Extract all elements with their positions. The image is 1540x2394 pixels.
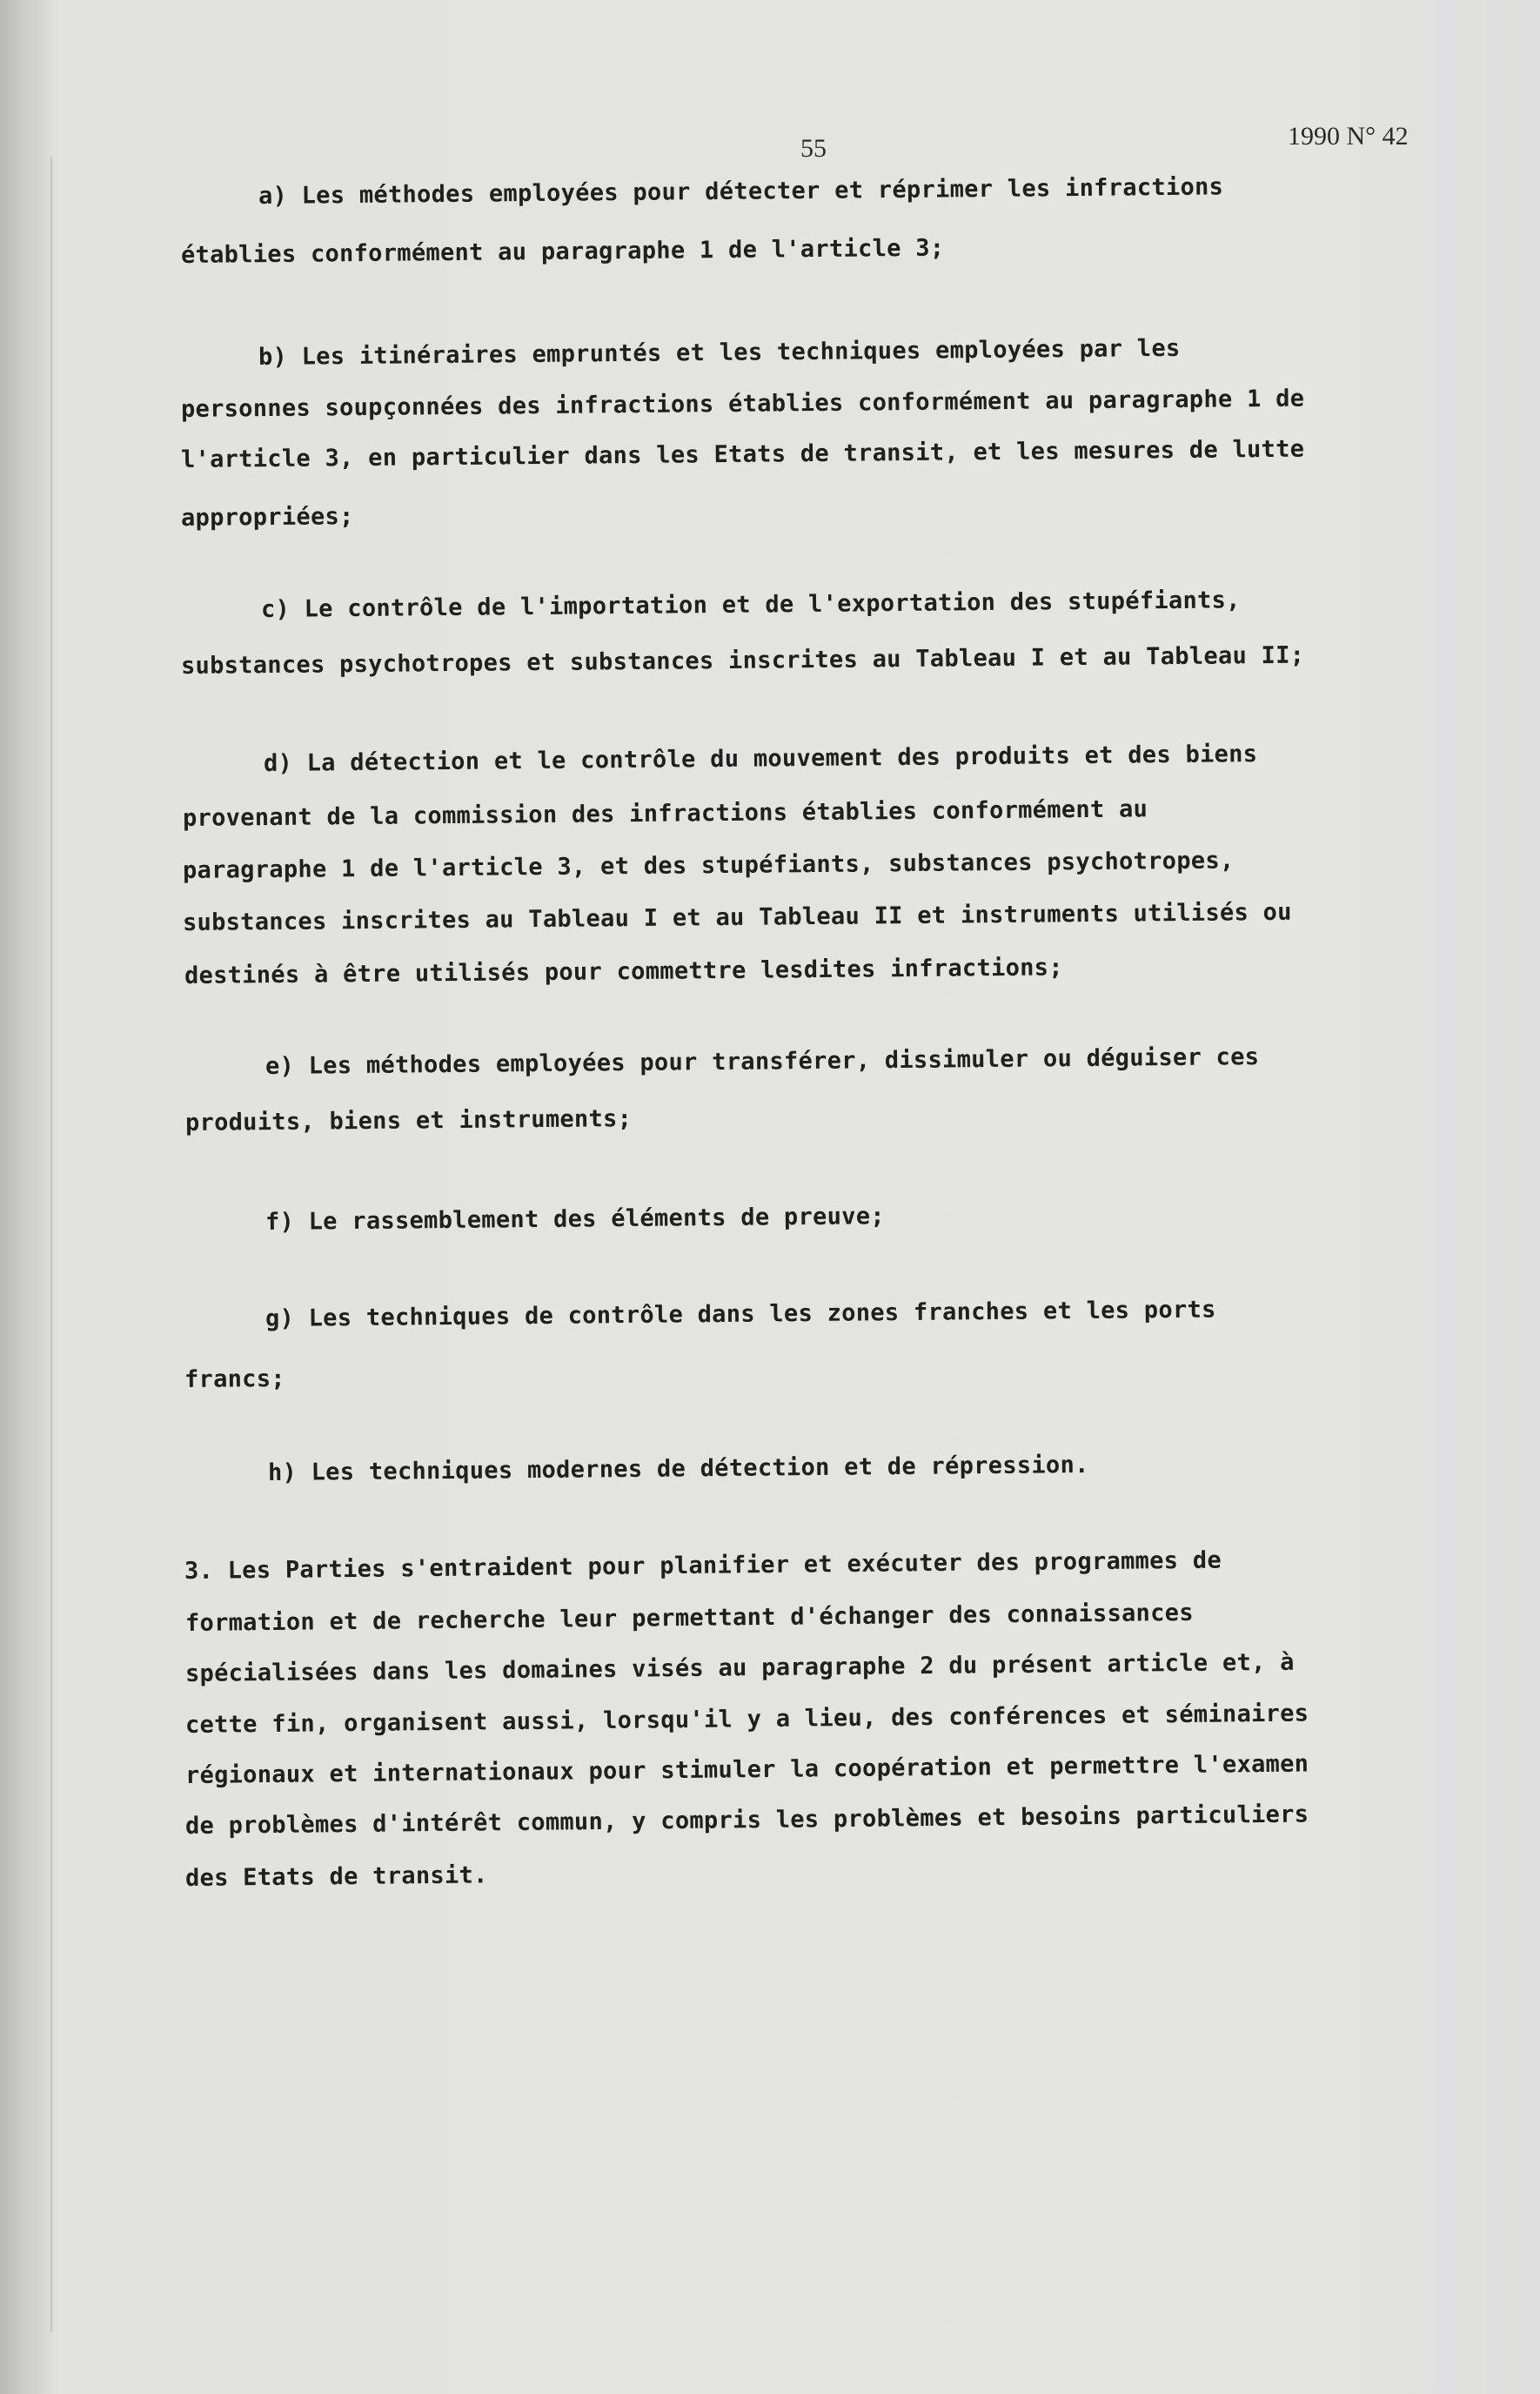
text-line: de problèmes d'intérêt commun, y compris les problèmes et besoins particuliers [184,1801,1309,1840]
text-line: paragraphe 1 de l'article 3, et des stupéfiants, substances psychotropes, [182,847,1235,884]
page-number: 55 [800,134,827,163]
text-line: francs; [184,1365,286,1393]
text-line: a) Les méthodes employées pour détecter et réprimer les infractions [258,173,1224,210]
text-line: b) Les itinéraires empruntés et les techniques employées par les [258,334,1181,371]
text-line: personnes soupçonnées des infractions établies conformément au paragraphe 1 de [180,385,1305,423]
text-line: spécialisées dans les domaines visés au paragraphe 2 du présent article et, à [184,1648,1295,1687]
text-line: e) Les méthodes employées pour transférer, dissimuler ou déguiser ces [264,1043,1260,1080]
text-line: destinés à être utilisés pour commettre lesdites infractions; [184,954,1063,989]
text-line: établies conformément au paragraphe 1 de l'article 3; [180,234,945,269]
text-line: c) Le contrôle de l'importation et de l'exportation des stupéfiants, [260,587,1241,623]
text-line: régionaux et internationaux pour stimuler la coopération et permettre l'examen [184,1750,1309,1789]
text-line: g) Les techniques de contrôle dans les zones franches et les ports [264,1296,1216,1332]
text-line: f) Le rassemblement des éléments de preuve; [264,1203,886,1236]
gazette-reference: 1990 N° 42 [1288,122,1409,151]
text-line: h) Les techniques modernes de détection et de répression. [267,1451,1089,1486]
text-line: provenant de la commission des infractions établies conformément au [182,795,1148,832]
text-line: cette fin, organisent aussi, lorsqu'il y a lieu, des conférences et séminaires [184,1700,1309,1739]
text-line: substances psychotropes et substances inscrites au Tableau I et au Tableau II; [180,641,1305,680]
text-line: produits, biens et instruments; [184,1105,633,1137]
text-line: des Etats de transit. [184,1861,488,1892]
text-line: l'article 3, en particulier dans les Etats de transit, et les mesures de lutte [180,435,1305,473]
text-line: appropriées; [180,503,354,532]
text-line: substances inscrites au Tableau I et au Tableau II et instruments utilisés ou [182,898,1292,936]
text-line: d) La détection et le contrôle du mouvement des produits et des biens [263,741,1258,777]
text-line: formation et de recherche leur permettant d'échanger des connaissances [184,1599,1194,1637]
text-line: 3. Les Parties s'entraident pour planifier et exécuter des programmes de [184,1546,1222,1585]
